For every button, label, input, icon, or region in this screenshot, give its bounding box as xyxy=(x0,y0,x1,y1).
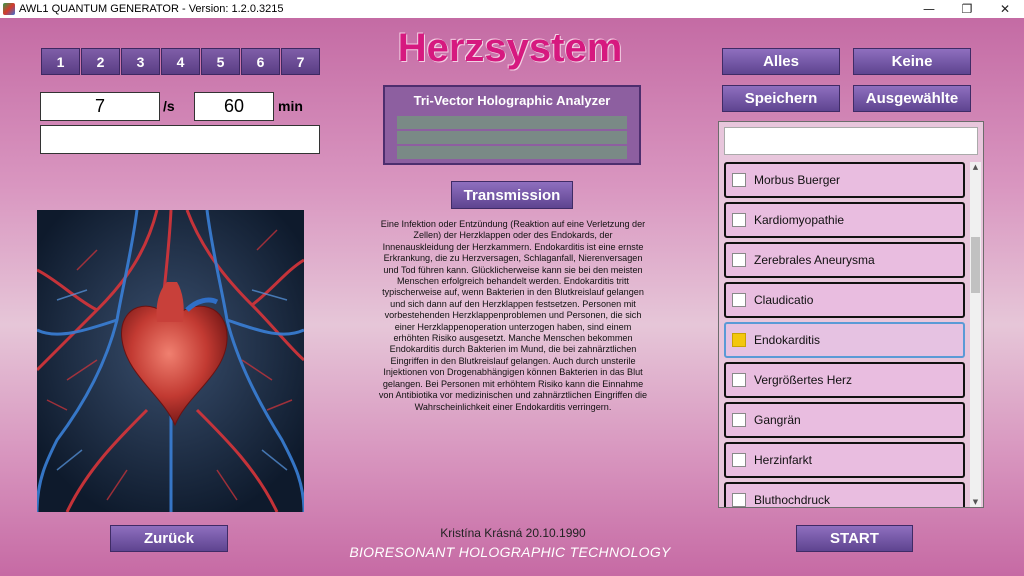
app-icon xyxy=(3,3,15,15)
list-item[interactable] xyxy=(724,362,965,398)
duration-unit-label: min xyxy=(278,98,303,114)
client-name-date: Kristína Krásná 20.10.1990 xyxy=(440,526,586,540)
item-label: Zerebrales Aneurysma xyxy=(754,253,875,267)
page-title: Herzsystem xyxy=(397,26,623,70)
restore-button[interactable]: ❐ xyxy=(961,2,973,16)
item-checkbox[interactable] xyxy=(732,453,746,467)
condition-list xyxy=(724,162,968,507)
item-checkbox[interactable] xyxy=(732,173,746,187)
item-label: Gangrän xyxy=(754,413,801,427)
scrollbar-thumb[interactable] xyxy=(971,237,980,293)
analyzer-bar xyxy=(397,131,627,144)
program-tab-6[interactable]: 6 xyxy=(241,48,280,75)
condition-list-panel xyxy=(718,121,984,508)
heart-image xyxy=(37,210,304,512)
select-all-button[interactable]: Alles xyxy=(722,48,840,75)
program-tab-4[interactable]: 4 xyxy=(161,48,200,75)
item-label: Kardiomyopathie xyxy=(754,213,845,227)
start-button[interactable]: START xyxy=(796,525,913,552)
holographic-analyzer-panel xyxy=(383,85,641,165)
program-tab-1[interactable]: 1 xyxy=(41,48,80,75)
program-tab-3[interactable]: 3 xyxy=(121,48,160,75)
item-checkbox[interactable] xyxy=(732,413,746,427)
item-checkbox[interactable] xyxy=(732,253,746,267)
window-titlebar xyxy=(0,0,1024,18)
analyzer-bar xyxy=(397,146,627,159)
selected-button[interactable]: Ausgewählte xyxy=(853,85,971,112)
close-button[interactable]: ✕ xyxy=(999,2,1011,16)
footer-tagline: BIORESONANT HOLOGRAPHIC TECHNOLOGY xyxy=(349,544,671,560)
item-label: Claudicatio xyxy=(754,293,814,307)
analyzer-title: Tri-Vector Holographic Analyzer xyxy=(413,93,611,108)
frequency-input[interactable]: 7 xyxy=(40,92,160,121)
item-label: Vergrößertes Herz xyxy=(754,373,853,387)
frequency-unit-label: /s xyxy=(163,98,175,114)
item-label: Morbus Buerger xyxy=(754,173,841,187)
list-item[interactable] xyxy=(724,482,965,507)
list-item-selected[interactable] xyxy=(724,322,965,358)
item-checkbox[interactable] xyxy=(732,373,746,387)
list-filter-input[interactable] xyxy=(724,127,978,155)
select-none-button[interactable]: Keine xyxy=(853,48,971,75)
main-window xyxy=(0,18,1024,576)
program-tab-5[interactable]: 5 xyxy=(201,48,240,75)
scroll-down-icon[interactable]: ▼ xyxy=(972,498,979,506)
transmission-button[interactable]: Transmission xyxy=(451,181,573,209)
save-button[interactable]: Speichern xyxy=(722,85,840,112)
analyzer-bar xyxy=(397,116,627,129)
item-checkbox[interactable] xyxy=(732,213,746,227)
item-label: Herzinfarkt xyxy=(754,453,813,467)
item-checkbox[interactable] xyxy=(732,493,746,507)
scroll-up-icon[interactable]: ▲ xyxy=(972,163,979,171)
list-item[interactable] xyxy=(724,282,965,318)
program-tab-2[interactable]: 2 xyxy=(81,48,120,75)
back-button[interactable]: Zurück xyxy=(110,525,228,552)
list-item[interactable] xyxy=(724,442,965,478)
window-title: AWL1 QUANTUM GENERATOR - Version: 1.2.0.3215 xyxy=(19,3,284,15)
program-tab-7[interactable]: 7 xyxy=(281,48,320,75)
list-item[interactable] xyxy=(724,202,965,238)
circulatory-system-illustration xyxy=(37,210,304,512)
duration-input[interactable]: 60 xyxy=(194,92,274,121)
item-label: Bluthochdruck xyxy=(754,493,831,507)
list-item[interactable] xyxy=(724,162,965,198)
item-checkbox-checked[interactable] xyxy=(732,333,746,347)
list-scrollbar[interactable] xyxy=(970,162,981,507)
item-label: Endokarditis xyxy=(754,333,821,347)
minimize-button[interactable]: — xyxy=(923,2,935,16)
notes-field[interactable] xyxy=(40,125,320,154)
item-checkbox[interactable] xyxy=(732,293,746,307)
list-item[interactable] xyxy=(724,402,965,438)
list-item[interactable] xyxy=(724,242,965,278)
window-controls xyxy=(910,0,1024,18)
condition-description: Eine Infektion oder Entzündung (Reaktion auf eine Verletzung der Zellen) der Herzklappen oder des Endokards, der Innenauskleidung der Herzkammern. Endokarditis ist eine ernste Erkrankung, die zu Herzversagen, Schlaganfall, Nierenversagen und Tod führen kann. Glücklicherweise kann sie bei den meisten Menschen erfolgreich behandelt werden. Endokarditis tritt typischerweise auf, wenn Bakterien in den Blutkreislauf gelangen und sich dann auf den Herzklappen festsetzen. Personen mit vorbestehenden Herzklappenproblemen und Personen, die sich einer Herzklappenoperation unterzogen haben, sind einem erhöhten Risiko ausgesetzt. Manche Menschen bekommen Endokarditis durch Bakterien im Mund, die bei zahnärztlichen Eingriffen in den Blutkreislauf gelangen. Auch durch unsterile Injektionen von Drogenabhängigen können Bakterien in das Blut gelangen. Bei Personen mit erhöhtem Risiko kann die Einnahme von Antibiotika vor medizinischen und zahnärztlichen Eingriffen die Wahrscheinlichkeit einer Endokarditis verringern. xyxy=(378,219,648,412)
